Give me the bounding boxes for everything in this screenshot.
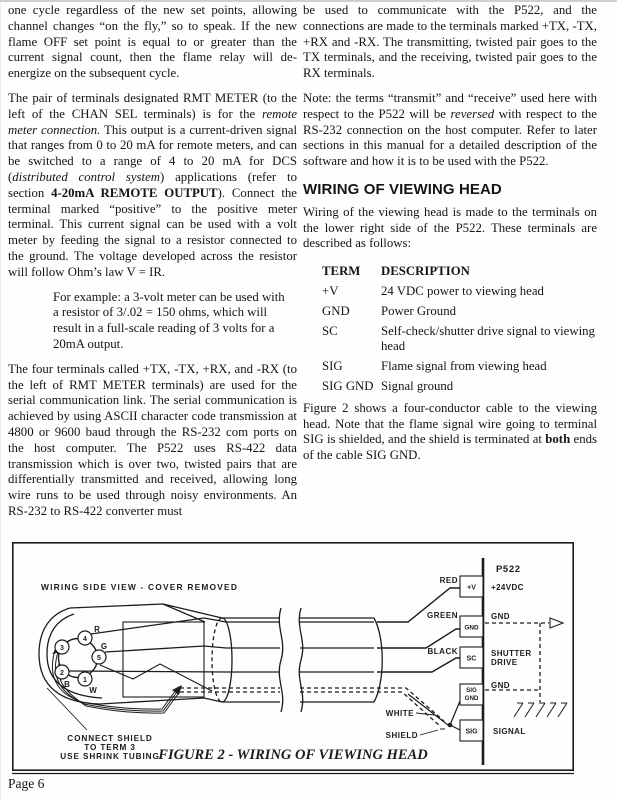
panel-24vdc: +24VDC bbox=[491, 583, 524, 592]
figure-2 bbox=[12, 542, 574, 778]
table-header-cell: TERM bbox=[322, 264, 361, 279]
table-row bbox=[322, 359, 597, 375]
table-cell: SC bbox=[322, 323, 338, 338]
svg-text:SIG: SIG bbox=[465, 728, 478, 736]
red-wire bbox=[91, 618, 374, 634]
page-number: Page 6 bbox=[8, 776, 45, 791]
paragraph bbox=[8, 3, 297, 82]
table-cell: +V bbox=[322, 283, 339, 298]
table-row bbox=[322, 304, 597, 320]
table-cell: Flame signal from viewing head bbox=[381, 359, 547, 374]
text-segment: ) applications (refer to section bbox=[8, 169, 297, 200]
svg-text:SC: SC bbox=[466, 655, 477, 663]
housing-chamfer bbox=[70, 604, 205, 622]
table-cell: SIG GND bbox=[322, 378, 374, 393]
white-to-sig bbox=[450, 725, 460, 730]
paragraph bbox=[303, 91, 597, 170]
panel-drive: DRIVE bbox=[491, 658, 518, 667]
left-column bbox=[8, 3, 297, 529]
table-cell: Signal ground bbox=[381, 378, 454, 393]
table-cell: Power Ground bbox=[381, 303, 456, 318]
device-label: P522 bbox=[496, 564, 521, 575]
text-segment: For example: a 3-volt meter can be used with a resistor of 3/.02 = 150 ohms, which will result in a full-scale reading of 3 volts for a 20mA output. bbox=[53, 289, 285, 351]
white-wire-exit bbox=[408, 694, 448, 725]
table-cell: 24 VDC power to viewing head bbox=[381, 283, 544, 298]
svg-text:4: 4 bbox=[83, 636, 87, 643]
text-segment: The pair of terminals designated RMT METER (to the left of the CHAN SEL terminals) is for the bbox=[8, 90, 297, 121]
text-segment: both bbox=[545, 432, 571, 447]
text-segment: reversed bbox=[450, 106, 495, 121]
red-label: RED bbox=[439, 576, 458, 585]
text-segment: Wiring of the viewing head is made to the terminals on the lower right side of the P522. These terminals are described as follows: bbox=[303, 204, 597, 251]
text-segment: be used to communicate with the P522, and the connections are made to the terminals marked +TX, -TX, +RX and -RX. The transmitting, twisted pair goes to the TX terminals, and the receiving, twisted pair goes to the RX terminals. bbox=[303, 3, 597, 81]
paragraph bbox=[303, 3, 597, 82]
paragraph bbox=[8, 91, 297, 281]
svg-text:W: W bbox=[89, 686, 97, 695]
white-label: WHITE bbox=[385, 709, 414, 718]
right-column bbox=[303, 3, 597, 473]
earth-ground-symbol bbox=[514, 703, 567, 717]
side-view-label: WIRING SIDE VIEW - COVER REMOVED bbox=[41, 582, 239, 592]
svg-text:R: R bbox=[94, 625, 100, 634]
wire-color-labels bbox=[386, 576, 458, 740]
svg-text:GND: GND bbox=[464, 695, 479, 702]
white-wire-zigzag bbox=[100, 664, 212, 691]
green-label: GREEN bbox=[427, 611, 458, 620]
text-segment: with respect to the RS-232 connection on the host computer. Refer to later sections in this manual for a detailed description of the software and how it is to be used with the P522. bbox=[303, 106, 597, 169]
example-block bbox=[53, 290, 291, 353]
text-segment: one cycle regardless of the new set points, allowing channel changes “on the fly,” so to speak. If the new flame OFF set point is equal to or greater than the current signal count, then the flame relay will de-energize on the subsequent cycle. bbox=[8, 3, 297, 81]
terminal-block bbox=[123, 622, 204, 697]
svg-text:+V: +V bbox=[467, 584, 476, 592]
table-cell: SIG bbox=[322, 359, 343, 374]
paragraph bbox=[303, 401, 597, 464]
panel-signal: SIGNAL bbox=[493, 727, 526, 736]
svg-text:3: 3 bbox=[60, 645, 64, 652]
housing-top-edge bbox=[163, 604, 222, 618]
paragraph bbox=[8, 362, 297, 520]
panel-labels bbox=[491, 583, 532, 736]
svg-text:TO TERM 3: TO TERM 3 bbox=[84, 743, 136, 752]
text-segment: This output is a current-driven signal that ranges from 0 to 20 mA for remote meters, and can be switched to a range of 4 to 20 mA for DCS ( bbox=[8, 122, 297, 184]
black-label: BLACK bbox=[427, 647, 458, 656]
figure-caption: FIGURE 2 - WIRING OF VIEWING HEAD bbox=[158, 747, 428, 763]
table-row bbox=[322, 324, 597, 356]
cable-right-cap bbox=[374, 618, 382, 702]
cable-end-ellipse-back bbox=[212, 618, 222, 702]
black-wire-exit bbox=[377, 658, 460, 672]
shield-to-siggnd bbox=[450, 701, 460, 725]
svg-text:G: G bbox=[100, 642, 108, 651]
black-wire bbox=[69, 671, 374, 672]
green-wire-exit bbox=[377, 629, 460, 648]
table-header-cell: DESCRIPTION bbox=[381, 264, 470, 279]
cable-break-gap bbox=[281, 606, 300, 714]
text-segment: Note: the terms “transmit” and “receive” used here with respect to the P522 will be bbox=[303, 90, 597, 121]
svg-text:B: B bbox=[64, 680, 70, 689]
svg-text:1: 1 bbox=[83, 677, 87, 684]
table-row bbox=[322, 379, 597, 395]
gnd-arrow bbox=[550, 618, 563, 628]
shield-label-pointer bbox=[420, 729, 445, 735]
green-wire bbox=[105, 646, 374, 652]
table-cell: Self-check/shutter drive signal to viewing head bbox=[381, 323, 595, 354]
cable-end-ellipse-front bbox=[222, 618, 232, 702]
connect-shield-note bbox=[60, 734, 159, 761]
text-segment: Figure 2 shows a four-conductor cable to the viewing head. Note that the flame signal wire going to terminal SIG is shielded, and the shield is terminated at bbox=[303, 400, 597, 447]
table-header-row bbox=[322, 264, 597, 280]
panel-shutter: SHUTTER bbox=[491, 649, 532, 658]
svg-text:CONNECT SHIELD: CONNECT SHIELD bbox=[67, 734, 153, 743]
text-segment: 4-20mA REMOTE OUTPUT bbox=[51, 185, 218, 200]
panel-gnd: GND bbox=[491, 612, 510, 621]
text-segment: ). Connect the terminal marked “positive” to the positive meter terminal. This current signal can be used with a volt meter by feeding the signal to a resistor connected to the ground. The voltage developed across the resistor will follow Ohm’s law V = IR. bbox=[8, 185, 297, 279]
table-row bbox=[322, 284, 597, 300]
text-segment: distributed control system bbox=[12, 169, 161, 184]
cable-break-right bbox=[299, 608, 302, 712]
svg-text:SIG: SIG bbox=[466, 687, 477, 694]
svg-text:2: 2 bbox=[60, 670, 64, 677]
text-segment: remote meter connection. bbox=[8, 106, 297, 137]
paragraph bbox=[303, 205, 597, 252]
wiring-diagram bbox=[12, 542, 574, 778]
text-segment: The four terminals called +TX, -TX, +RX, and -RX (to the left of RMT METER terminals) are used for the serial communication link. The serial communication is achieved by using ASCII character code transmission at 4800 or 9600 baud through the RS-232 com ports on the host computer. The P522 uses RS-422 data transmission which is over two, twisted pairs that are differentially transmitted and received, allowing long wire runs to be used through noisy environments. An RS-232 to RS-422 converter must bbox=[8, 361, 297, 518]
table-cell: GND bbox=[322, 303, 350, 318]
panel-gnd2: GND bbox=[491, 681, 510, 690]
section-heading: WIRING OF VIEWING HEAD bbox=[303, 180, 502, 198]
terminal-table bbox=[322, 264, 597, 395]
svg-text:USE SHRINK TUBING: USE SHRINK TUBING bbox=[60, 752, 160, 761]
shield-label: SHIELD bbox=[385, 731, 418, 740]
svg-text:GND: GND bbox=[464, 624, 479, 632]
svg-text:5: 5 bbox=[97, 655, 101, 662]
text-segment: ends of the cable SIG GND. bbox=[303, 432, 598, 463]
